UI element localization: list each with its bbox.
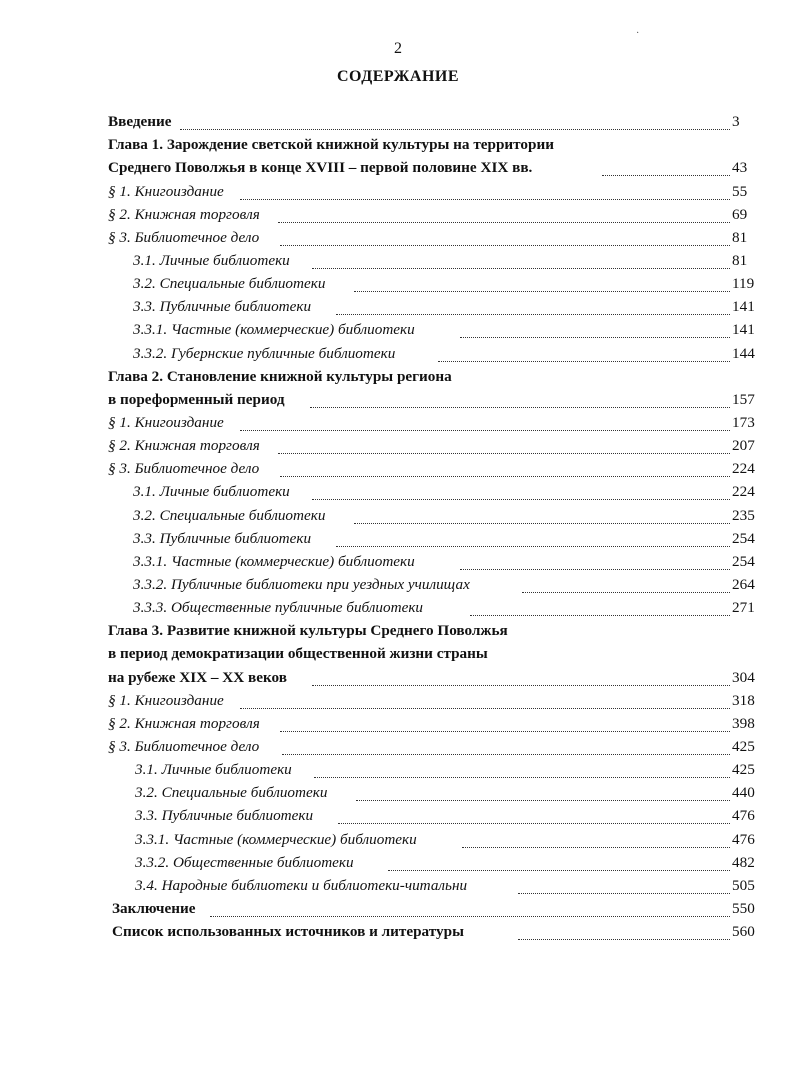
toc-entry-title: Глава 2. Становление книжной культуры региона bbox=[108, 367, 452, 385]
toc-entry-page: 560 bbox=[732, 923, 755, 941]
toc-leader-dots bbox=[310, 407, 730, 408]
toc-entry-page: 173 bbox=[732, 413, 755, 431]
toc-entry-title: Список использованных источников и литературы bbox=[112, 923, 464, 941]
toc-entry-title: 3.3. Публичные библиотеки bbox=[133, 529, 312, 547]
toc-entry bbox=[0, 506, 796, 529]
toc-entry-title: в пореформенный период bbox=[108, 390, 285, 408]
page-number: 2 bbox=[394, 40, 402, 57]
toc-entry-title: Заключение bbox=[112, 899, 196, 917]
toc-entry-page: 235 bbox=[732, 506, 755, 524]
toc-leader-dots bbox=[460, 337, 730, 338]
toc-entry-page: 398 bbox=[732, 714, 755, 732]
toc-entry bbox=[0, 923, 796, 946]
toc-leader-dots bbox=[356, 800, 730, 801]
toc-entry-title: § 3. Библиотечное дело bbox=[108, 737, 260, 755]
toc-leader-dots bbox=[470, 615, 730, 616]
toc-entry bbox=[0, 738, 796, 761]
toc-entry-page: 271 bbox=[732, 599, 755, 617]
toc-entry-title: 3.3.2. Губернские публичные библиотеки bbox=[133, 344, 396, 362]
toc-entry-title: на рубеже XIX – XX веков bbox=[108, 668, 287, 686]
toc-leader-dots bbox=[280, 245, 730, 246]
toc-leader-dots bbox=[602, 175, 730, 176]
toc-entry bbox=[0, 229, 796, 252]
toc-entry-title: 3.3.2. Публичные библиотеки при уездных училищах bbox=[133, 575, 470, 593]
toc-entry-page: 425 bbox=[732, 761, 755, 779]
toc-entry-title: Введение bbox=[108, 113, 172, 131]
toc-entry-page: 119 bbox=[732, 275, 755, 293]
toc-entry-title: 3.2. Специальные библиотеки bbox=[135, 784, 328, 802]
toc-entry-page: 81 bbox=[732, 251, 748, 269]
toc-entry-page: 157 bbox=[732, 390, 755, 408]
toc-leader-dots bbox=[460, 569, 730, 570]
toc-leader-dots bbox=[518, 893, 730, 894]
toc-entry-page: 482 bbox=[732, 853, 755, 871]
toc-entry-title: 3.3. Публичные библиотеки bbox=[133, 298, 312, 316]
toc-entry-page: 254 bbox=[732, 529, 755, 547]
toc-entry-page: 318 bbox=[732, 691, 755, 709]
toc-leader-dots bbox=[336, 546, 730, 547]
toc-leader-dots bbox=[336, 314, 730, 315]
toc-entry bbox=[0, 275, 796, 298]
toc-entry-title: 3.4. Народные библиотеки и библиотеки-читальни bbox=[135, 876, 468, 894]
scan-speck: · bbox=[636, 28, 640, 39]
toc-leader-dots bbox=[312, 268, 730, 269]
toc-entry-title: § 1. Книгоиздание bbox=[108, 182, 224, 200]
toc-entry bbox=[0, 252, 796, 275]
toc-leader-dots bbox=[240, 430, 730, 431]
toc-entry-title: 3.3.2. Общественные библиотеки bbox=[135, 853, 354, 871]
toc-entry-title: § 2. Книжная торговля bbox=[108, 437, 260, 455]
toc-entry bbox=[0, 761, 796, 784]
toc-entry-page: 440 bbox=[732, 784, 755, 802]
toc-leader-dots bbox=[388, 870, 730, 871]
toc-leader-dots bbox=[278, 453, 730, 454]
toc-entry-title: Глава 3. Развитие книжной культуры Среднего Поволжья bbox=[108, 622, 508, 640]
toc-entry-title: § 1. Книгоиздание bbox=[108, 691, 224, 709]
toc-entry-title: § 3. Библиотечное дело bbox=[108, 460, 260, 478]
toc-leader-dots bbox=[280, 731, 730, 732]
toc-leader-dots bbox=[338, 823, 730, 824]
toc-leader-dots bbox=[240, 199, 730, 200]
toc-entry-title: § 2. Книжная торговля bbox=[108, 205, 260, 223]
toc-entry-page: 264 bbox=[732, 575, 755, 593]
toc-entry-page: 81 bbox=[732, 228, 748, 246]
toc-entry-title: 3.3.3. Общественные публичные библиотеки bbox=[133, 599, 424, 617]
toc-entry-page: 224 bbox=[732, 460, 755, 478]
toc-entry-title: 3.3.1. Частные (коммерческие) библиотеки bbox=[135, 830, 417, 848]
toc-entry-title: 3.3.1. Частные (коммерческие) библиотеки bbox=[133, 321, 415, 339]
toc-entry-page: 550 bbox=[732, 899, 755, 917]
toc-entry-page: 55 bbox=[732, 182, 748, 200]
toc-leader-dots bbox=[312, 499, 730, 500]
toc-entry-title: 3.3. Публичные библиотеки bbox=[135, 807, 314, 825]
toc-entry bbox=[0, 460, 796, 483]
toc-entry-page: 476 bbox=[732, 830, 755, 848]
toc-entry-page: 207 bbox=[732, 437, 755, 455]
toc-entry-title: 3.2. Специальные библиотеки bbox=[133, 506, 326, 524]
toc-entry-title: § 2. Книжная торговля bbox=[108, 714, 260, 732]
toc-leader-dots bbox=[354, 523, 730, 524]
toc-entry bbox=[0, 321, 796, 344]
toc-entry-title: в период демократизации общественной жизни страны bbox=[108, 645, 488, 663]
toc-entry-title: 3.3.1. Частные (коммерческие) библиотеки bbox=[133, 552, 415, 570]
toc-leader-dots bbox=[354, 291, 730, 292]
toc-entry-title: Среднего Поволжья в конце XVIII – первой половине XIX вв. bbox=[108, 159, 533, 177]
toc-entry-page: 141 bbox=[732, 298, 755, 316]
toc-leader-dots bbox=[282, 754, 730, 755]
toc-entry-page: 304 bbox=[732, 668, 755, 686]
toc-entry-page: 425 bbox=[732, 737, 755, 755]
toc-leader-dots bbox=[312, 685, 730, 686]
toc-entry-page: 476 bbox=[732, 807, 755, 825]
toc-entry-title: 3.1. Личные библиотеки bbox=[135, 761, 292, 779]
toc-leader-dots bbox=[278, 222, 730, 223]
toc-entry-page: 224 bbox=[732, 483, 755, 501]
toc-leader-dots bbox=[314, 777, 730, 778]
toc-leader-dots bbox=[518, 939, 730, 940]
toc-leader-dots bbox=[180, 129, 730, 130]
toc-leader-dots bbox=[280, 476, 730, 477]
toc-entry-page: 141 bbox=[732, 321, 755, 339]
toc-entry-page: 144 bbox=[732, 344, 755, 362]
toc-entry bbox=[0, 483, 796, 506]
toc-entry-page: 3 bbox=[732, 113, 740, 131]
toc-entry-title: § 1. Книгоиздание bbox=[108, 413, 224, 431]
toc-entry-title: Глава 1. Зарождение светской книжной культуры на территории bbox=[108, 136, 554, 154]
toc-entry-page: 43 bbox=[732, 159, 748, 177]
toc-entry-page: 505 bbox=[732, 876, 755, 894]
toc-entry bbox=[0, 830, 796, 853]
toc-entry-title: 3.1. Личные библиотеки bbox=[133, 251, 290, 269]
toc-entry-page: 69 bbox=[732, 205, 748, 223]
toc-leader-dots bbox=[210, 916, 730, 917]
toc-entry bbox=[0, 784, 796, 807]
toc-leader-dots bbox=[522, 592, 730, 593]
toc-entry-title: 3.1. Личные библиотеки bbox=[133, 483, 290, 501]
toc-entry-page: 254 bbox=[732, 552, 755, 570]
table-of-contents bbox=[0, 113, 796, 946]
toc-entry-title: § 3. Библиотечное дело bbox=[108, 228, 260, 246]
page-title: СОДЕРЖАНИЕ bbox=[336, 68, 460, 85]
toc-leader-dots bbox=[240, 708, 730, 709]
toc-leader-dots bbox=[438, 361, 730, 362]
toc-leader-dots bbox=[462, 847, 730, 848]
toc-entry-title: 3.2. Специальные библиотеки bbox=[133, 275, 326, 293]
